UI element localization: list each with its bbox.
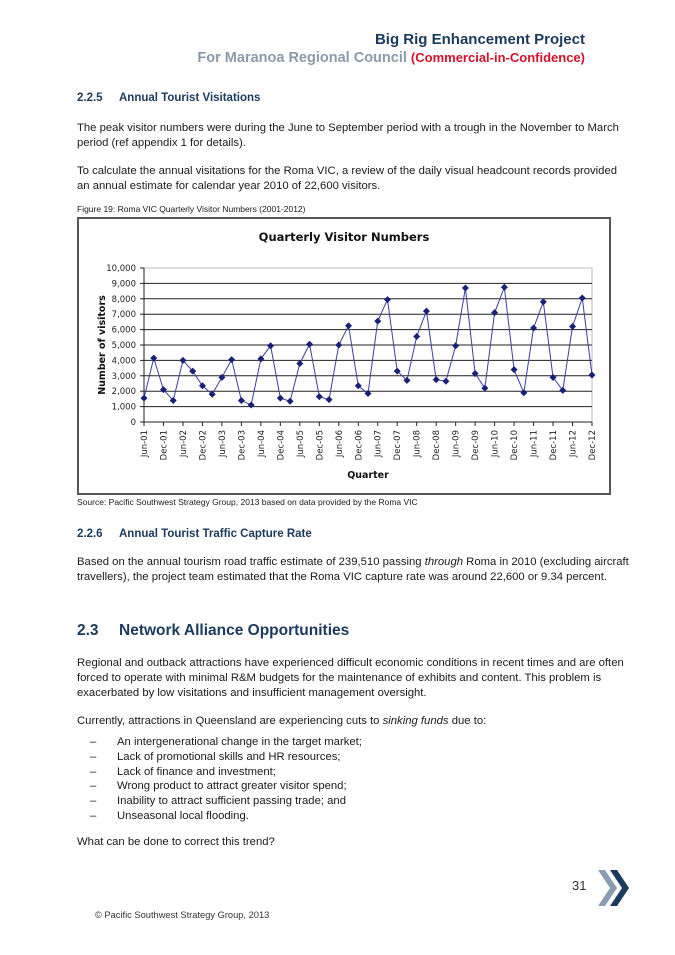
x-tick-label: Dec-02	[198, 430, 209, 461]
x-tick-label: Jun-09	[451, 430, 462, 458]
paragraph-text: To calculate the annual visitations for the Roma VIC, a review of the daily visual headcount records provided an annual estimate for calendar year 2010 of 22,600 visitors.	[77, 165, 618, 192]
figure-caption	[77, 204, 632, 214]
figure-source	[77, 497, 632, 507]
paragraph-text: Regional and outback attractions have experienced difficult economic conditions in recent times and are often forced to operate with minimal R&M budgets for the maintenance of exhibits and content. This problem is exacerbated by low visitations and insufficient management oversight.	[77, 657, 624, 699]
x-tick-label: Jun-03	[217, 430, 228, 458]
y-tick-label: 8,000	[111, 294, 136, 305]
text-run: Currently, attractions in Queensland are experiencing cuts to	[77, 715, 383, 727]
x-tick-label: Jun-12	[568, 430, 579, 458]
x-tick-label: Jun-04	[256, 430, 267, 458]
client-name: For Maranoa Regional Council	[197, 50, 407, 66]
section-2-2-6	[77, 528, 632, 540]
list-item: – Unseasonal local flooding.	[77, 809, 632, 824]
x-tick-label: Dec-12	[588, 430, 598, 461]
text-run: Based on the annual tourism road traffic estimate of 239,510 passing	[77, 556, 425, 568]
section-title: Annual Tourist Visitations	[119, 92, 261, 104]
italic-text: through	[424, 556, 464, 568]
list-item: – Lack of promotional skills and HR resources;	[77, 750, 632, 765]
paragraph	[77, 714, 632, 729]
y-tick-label: 2,000	[111, 387, 136, 398]
chart-frame	[77, 217, 611, 495]
x-tick-label: Dec-11	[549, 430, 560, 461]
x-tick-label: Dec-07	[393, 430, 404, 461]
x-tick-label: Jun-10	[490, 430, 501, 458]
section-number: 2.2.5	[77, 92, 103, 104]
x-tick-label: Dec-08	[432, 430, 443, 461]
paragraph	[77, 121, 632, 151]
x-tick-label: Jun-05	[295, 430, 306, 458]
double-chevron-icon	[596, 868, 632, 908]
section-2-2-5	[77, 92, 632, 104]
y-axis-label: Number of visitors	[97, 295, 108, 395]
y-tick-label: 4,000	[111, 356, 136, 367]
source-text: Source: Pacific Southwest Strategy Group, 2013 based on data provided by the Roma VIC	[77, 497, 418, 507]
text-run: due to:	[448, 715, 487, 727]
x-axis-label: Quarter	[347, 470, 389, 481]
x-tick-label: Dec-03	[237, 430, 248, 461]
figure-caption-text: Figure 19: Roma VIC Quarterly Visitor Numbers (2001-2012)	[77, 204, 306, 214]
section-title: Annual Tourist Traffic Capture Rate	[119, 528, 312, 540]
section-heading	[77, 528, 632, 540]
paragraph	[77, 656, 632, 701]
y-tick-label: 9,000	[111, 279, 136, 290]
y-tick-label: 6,000	[111, 325, 136, 336]
y-tick-label: 0	[130, 418, 136, 428]
bullet-list	[77, 735, 632, 824]
page-number: 31	[572, 878, 587, 893]
x-tick-label: Jun-02	[178, 430, 189, 458]
x-tick-label: Jun-07	[373, 430, 384, 458]
chart-title: Quarterly Visitor Numbers	[258, 230, 430, 244]
section-title: Network Alliance Opportunities	[119, 622, 350, 639]
list-item: – Inability to attract sufficient passing trade; and	[77, 794, 632, 809]
y-tick-label: 7,000	[111, 310, 136, 321]
text-run: Roma in 2010 (excluding aircraft travellers), the project team estimated that the Roma VIC capture rate was around 22,600 or 9.34 percent.	[77, 556, 629, 583]
section-number: 2.2.6	[77, 528, 103, 540]
list-item: – Wrong product to attract greater visitor spend;	[77, 779, 632, 794]
x-tick-label: Dec-01	[159, 430, 170, 461]
dash-list	[77, 735, 632, 824]
project-title: Big Rig Enhancement Project	[374, 31, 585, 48]
line-chart	[79, 219, 609, 493]
paragraph-text: What can be done to correct this trend?	[77, 836, 275, 848]
section-heading	[77, 622, 632, 640]
italic-text: sinking funds	[382, 715, 449, 727]
paragraph	[77, 164, 632, 194]
x-tick-label: Jun-06	[334, 430, 345, 458]
project-subtitle	[197, 49, 585, 67]
x-tick-label: Dec-05	[315, 430, 326, 461]
paragraph-text	[77, 555, 632, 585]
paragraph	[77, 835, 632, 850]
list-item: – Lack of finance and investment;	[77, 765, 632, 780]
section-number: 2.3	[77, 622, 99, 639]
y-tick-label: 5,000	[111, 341, 136, 351]
list-item: – An intergenerational change in the target market;	[77, 735, 632, 750]
confidential-label: (Commercial-in-Confidence)	[410, 50, 585, 65]
section-heading	[77, 92, 632, 104]
copyright: © Pacific Southwest Strategy Group, 2013	[95, 910, 270, 920]
paragraph-text	[77, 714, 632, 729]
x-tick-label: Dec-10	[510, 430, 521, 461]
paragraph	[77, 555, 632, 585]
section-2-3	[77, 622, 632, 640]
x-tick-label: Jun-08	[412, 430, 423, 458]
y-tick-label: 10,000	[106, 264, 136, 274]
x-tick-label: Dec-09	[471, 430, 482, 461]
x-tick-label: Jun-01	[140, 430, 150, 458]
paragraph-text: The peak visitor numbers were during the June to September period with a trough in the November to March period (ref appendix 1 for details).	[77, 122, 619, 149]
x-tick-label: Jun-11	[529, 430, 540, 458]
x-tick-label: Dec-06	[354, 430, 365, 461]
y-tick-label: 3,000	[111, 371, 136, 382]
page-header	[197, 31, 585, 67]
x-tick-label: Dec-04	[276, 430, 287, 461]
y-tick-label: 1,000	[111, 402, 136, 413]
